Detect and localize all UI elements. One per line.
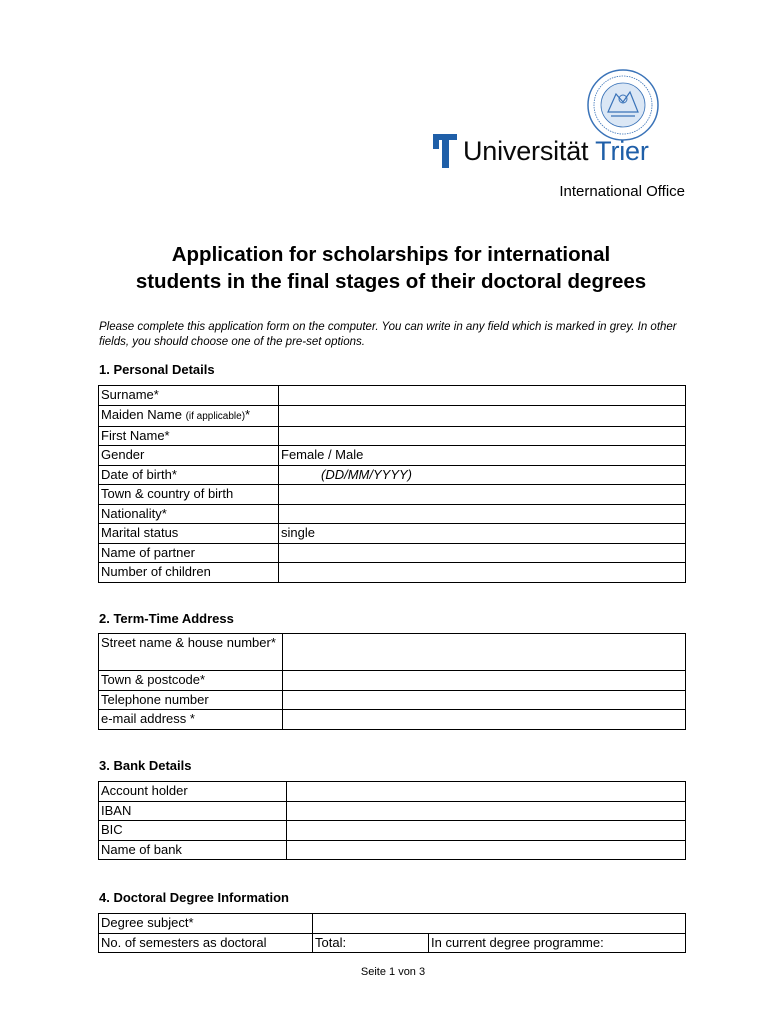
table-row bbox=[99, 465, 686, 485]
university-logo bbox=[433, 132, 649, 170]
table-row bbox=[99, 710, 686, 730]
page-title bbox=[60, 241, 722, 295]
table-row bbox=[99, 634, 686, 671]
title-line-1: Application for scholarships for international bbox=[171, 243, 611, 266]
table-row bbox=[99, 543, 686, 563]
account-holder-label: Account holder bbox=[99, 782, 287, 802]
first-name-label: First Name* bbox=[99, 426, 279, 446]
table-row bbox=[99, 446, 686, 466]
bic-label: BIC bbox=[99, 821, 287, 841]
surname-label: Surname* bbox=[99, 386, 279, 406]
children-count-label: Number of children bbox=[99, 563, 279, 583]
maiden-name-text: Maiden Name bbox=[101, 406, 182, 422]
logo-city-text: Trier bbox=[595, 136, 649, 166]
section-heading-personal: 1. Personal Details bbox=[99, 362, 215, 377]
table-row bbox=[99, 386, 686, 406]
table-row bbox=[99, 504, 686, 524]
table-row bbox=[99, 485, 686, 505]
section-heading-bank: 3. Bank Details bbox=[99, 758, 192, 773]
table-row bbox=[99, 914, 686, 934]
university-seal bbox=[586, 68, 660, 142]
section-heading-address: 2. Term-Time Address bbox=[99, 611, 234, 626]
town-postcode-field[interactable] bbox=[283, 671, 686, 691]
birthplace-field[interactable] bbox=[279, 485, 686, 505]
surname-field[interactable] bbox=[279, 386, 686, 406]
email-label: e-mail address * bbox=[99, 710, 283, 730]
bank-details-table bbox=[98, 781, 686, 860]
degree-subject-label: Degree subject* bbox=[99, 914, 313, 934]
iban-field[interactable] bbox=[287, 801, 686, 821]
table-row bbox=[99, 933, 686, 953]
office-name: International Office bbox=[559, 183, 685, 200]
account-holder-field[interactable] bbox=[287, 782, 686, 802]
birthplace-label: Town & country of birth bbox=[99, 485, 279, 505]
nationality-label: Nationality* bbox=[99, 504, 279, 524]
marital-status-select[interactable]: single bbox=[279, 524, 686, 544]
nationality-field[interactable] bbox=[279, 504, 686, 524]
table-row bbox=[99, 690, 686, 710]
maiden-name-note: (if applicable) bbox=[185, 410, 246, 422]
table-row bbox=[99, 801, 686, 821]
degree-info-table bbox=[98, 913, 686, 953]
bic-field[interactable] bbox=[287, 821, 686, 841]
partner-name-label: Name of partner bbox=[99, 543, 279, 563]
section-heading-degree: 4. Doctoral Degree Information bbox=[99, 890, 289, 905]
table-row bbox=[99, 671, 686, 691]
children-count-field[interactable] bbox=[279, 563, 686, 583]
table-row bbox=[99, 426, 686, 446]
table-row bbox=[99, 563, 686, 583]
street-label: Street name & house number* bbox=[99, 634, 283, 671]
gender-select[interactable]: Female / Male bbox=[279, 446, 686, 466]
maiden-name-star: * bbox=[245, 406, 251, 422]
street-field[interactable] bbox=[283, 634, 686, 671]
instructions-text: Please complete this application form on the computer. You can write in any field which is marked in grey. In other fields, you should choose one of the pre-set options. bbox=[99, 321, 677, 348]
table-row bbox=[99, 524, 686, 544]
table-row bbox=[99, 782, 686, 802]
telephone-field[interactable] bbox=[283, 690, 686, 710]
telephone-label: Telephone number bbox=[99, 690, 283, 710]
maiden-name-field[interactable] bbox=[279, 405, 686, 426]
semesters-label: No. of semesters as doctoral bbox=[99, 933, 313, 953]
semesters-total-field[interactable]: Total: bbox=[313, 933, 429, 953]
marital-status-label: Marital status bbox=[99, 524, 279, 544]
partner-name-field[interactable] bbox=[279, 543, 686, 563]
page-number: Seite 1 von 3 bbox=[360, 966, 426, 978]
personal-details-table bbox=[98, 385, 686, 583]
town-postcode-label: Town & postcode* bbox=[99, 671, 283, 691]
date-of-birth-format: (DD/MM/YYYY) bbox=[321, 466, 412, 482]
university-logo-mark-icon bbox=[433, 134, 457, 168]
iban-label: IBAN bbox=[99, 801, 287, 821]
logo-university-text: Universität bbox=[463, 136, 589, 166]
first-name-field[interactable] bbox=[279, 426, 686, 446]
gender-label: Gender bbox=[99, 446, 279, 466]
table-row bbox=[99, 840, 686, 860]
date-of-birth-label: Date of birth* bbox=[99, 465, 279, 485]
degree-subject-field[interactable] bbox=[313, 914, 686, 934]
term-address-table bbox=[98, 633, 686, 730]
table-row bbox=[99, 821, 686, 841]
date-of-birth-field[interactable] bbox=[279, 465, 686, 485]
semesters-current-field[interactable]: In current degree programme: bbox=[429, 933, 686, 953]
maiden-name-label bbox=[99, 405, 279, 426]
table-row bbox=[99, 405, 686, 426]
email-field[interactable] bbox=[283, 710, 686, 730]
bank-name-field[interactable] bbox=[287, 840, 686, 860]
bank-name-label: Name of bank bbox=[99, 840, 287, 860]
title-line-2: students in the final stages of their doctoral degrees bbox=[135, 270, 647, 293]
